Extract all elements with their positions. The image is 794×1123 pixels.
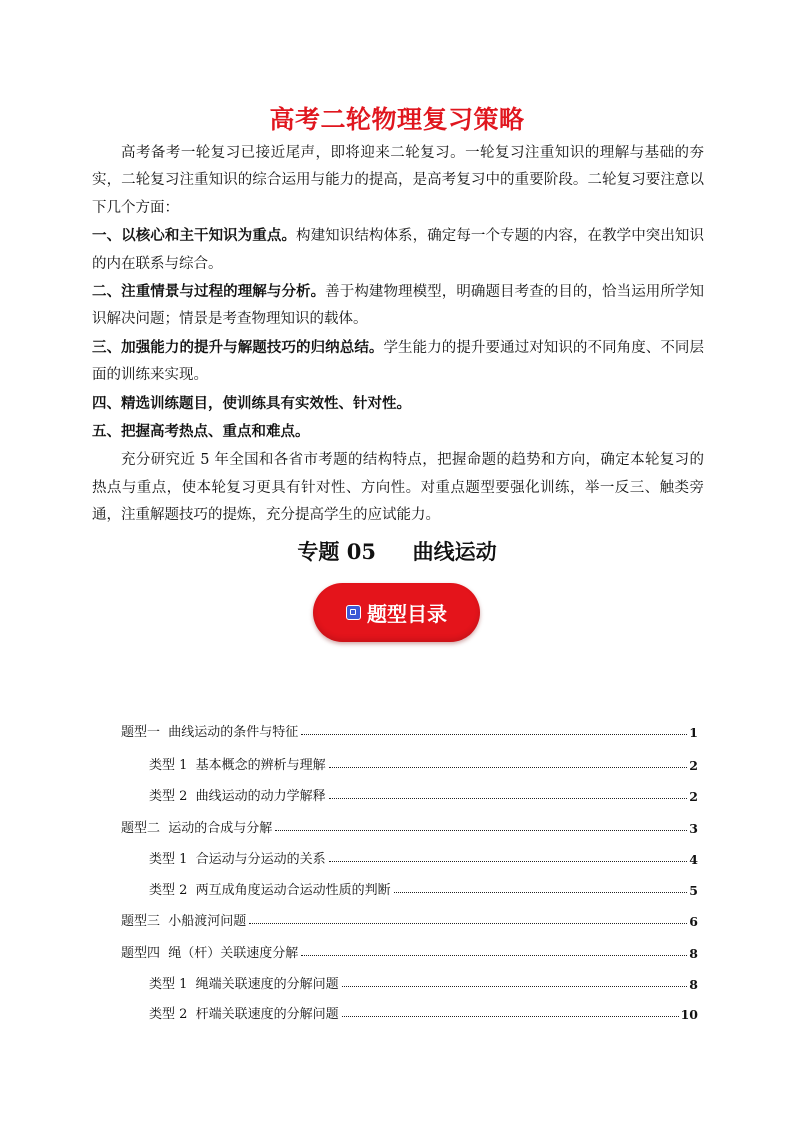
toc-entry-label: 类型 1 合运动与分运动的关系 — [149, 852, 326, 867]
toc-page-number: 6 — [689, 914, 698, 929]
toc-entry[interactable] — [149, 847, 698, 867]
toc-page-number: 1 — [689, 725, 698, 740]
point-two-text: 善于构建物理模型，明确题目考查的目的，恰当运用所学知识解决问题；情景是考查物理知识的载体。 — [92, 284, 704, 328]
point-one-heading: 一、以核心和主干知识为重点。 — [92, 227, 297, 245]
point-three-heading: 三、加强能力的提升与解题技巧的归纳总结。 — [92, 338, 384, 356]
toc-leader-dots — [329, 860, 688, 862]
toc-page-number: 10 — [680, 1007, 698, 1022]
point-two-heading: 二、注重情景与过程的理解与分析。 — [92, 283, 326, 301]
toc-entry[interactable] — [149, 1002, 698, 1022]
catalog-button-label: 题型目录 — [367, 602, 447, 626]
section-name: 曲线运动 — [412, 539, 497, 564]
intro-text: 高考备考一轮复习已接近尾声，即将迎来二轮复习。一轮复习注重知识的理解与基础的夯实，二轮复习注重知识的综合运用与能力的提高，是高考复习中的重要阶段。二轮复习要注意以下几个方面： — [92, 145, 704, 216]
closing-text: 充分研究近 5 年全国和各省市考题的结构特点，把握命题的趋势和方向，确定本轮复习的热点与重点，使本轮复习更具有针对性、方向性。对重点题型要强化训练，举一反三、触类旁通，注重解题技巧的提炼，充分提高学生的应试能力。 — [92, 452, 704, 524]
toc-entry[interactable] — [121, 941, 698, 961]
toc-entry-label: 类型 1 基本概念的辨析与理解 — [149, 758, 326, 773]
toc-leader-dots — [249, 922, 687, 924]
toc-entry[interactable] — [149, 753, 698, 773]
toc-entry[interactable] — [121, 816, 698, 836]
toc-leader-dots — [329, 766, 688, 768]
strategy-text — [92, 139, 704, 530]
point-four-heading: 四、精选训练题目，使训练具有实效性、针对性。 — [92, 394, 411, 412]
point-two — [92, 278, 704, 334]
point-four — [92, 390, 704, 418]
toc-leader-dots — [301, 954, 687, 956]
toc-entry-label: 类型 2 杆端关联速度的分解问题 — [149, 1007, 339, 1022]
intro-paragraph — [92, 139, 704, 222]
toc-entry[interactable] — [149, 784, 698, 804]
section-heading — [0, 536, 794, 566]
catalog-button[interactable] — [313, 583, 480, 642]
toc-page-number: 8 — [689, 946, 698, 961]
toc-leader-dots — [394, 891, 688, 893]
closing-paragraph — [92, 446, 704, 529]
toc-page-number: 3 — [689, 821, 698, 836]
point-one — [92, 222, 704, 278]
toc-page-number: 5 — [689, 883, 698, 898]
point-three — [92, 334, 704, 390]
toc-leader-dots — [301, 733, 687, 735]
toc-entry[interactable] — [121, 720, 698, 740]
toc-entry-label: 题型四 绳（杆）关联速度分解 — [121, 946, 299, 961]
toc-entry-label: 题型三 小船渡河问题 — [121, 914, 247, 929]
toc-leader-dots — [329, 797, 688, 799]
toc-entry-label: 类型 2 两互成角度运动合运动性质的判断 — [149, 883, 391, 898]
toc-entry-label: 题型一 曲线运动的条件与特征 — [121, 725, 299, 740]
section-number: 05 — [346, 539, 376, 564]
toc-page-number: 4 — [689, 852, 698, 867]
toc-leader-dots — [342, 985, 688, 987]
toc-leader-dots — [342, 1015, 679, 1017]
toc-entry[interactable] — [121, 909, 698, 929]
toc-entry-label: 类型 2 曲线运动的动力学解释 — [149, 789, 326, 804]
toc-page-number: 8 — [689, 977, 698, 992]
toc-entry-label: 类型 1 绳端关联速度的分解问题 — [149, 977, 339, 992]
toc-entry[interactable] — [149, 878, 698, 898]
document-title: 高考二轮物理复习策略 — [269, 105, 525, 134]
section-prefix: 专题 — [297, 539, 340, 564]
point-five-heading: 五、把握高考热点、重点和难点。 — [92, 423, 310, 441]
point-one-text: 构建知识结构体系，确定每一个专题的内容，在教学中突出知识的内在联系与综合。 — [92, 228, 705, 272]
point-five — [92, 418, 704, 446]
toc-page-number: 2 — [689, 789, 698, 804]
catalog-icon — [346, 605, 361, 620]
toc-entry[interactable] — [149, 972, 698, 992]
toc-page-number: 2 — [689, 758, 698, 773]
toc-leader-dots — [275, 829, 687, 831]
toc-entry-label: 题型二 运动的合成与分解 — [121, 821, 273, 836]
point-three-text: 学生能力的提升要通过对知识的不同角度、不同层面的训练来实现。 — [92, 339, 705, 384]
